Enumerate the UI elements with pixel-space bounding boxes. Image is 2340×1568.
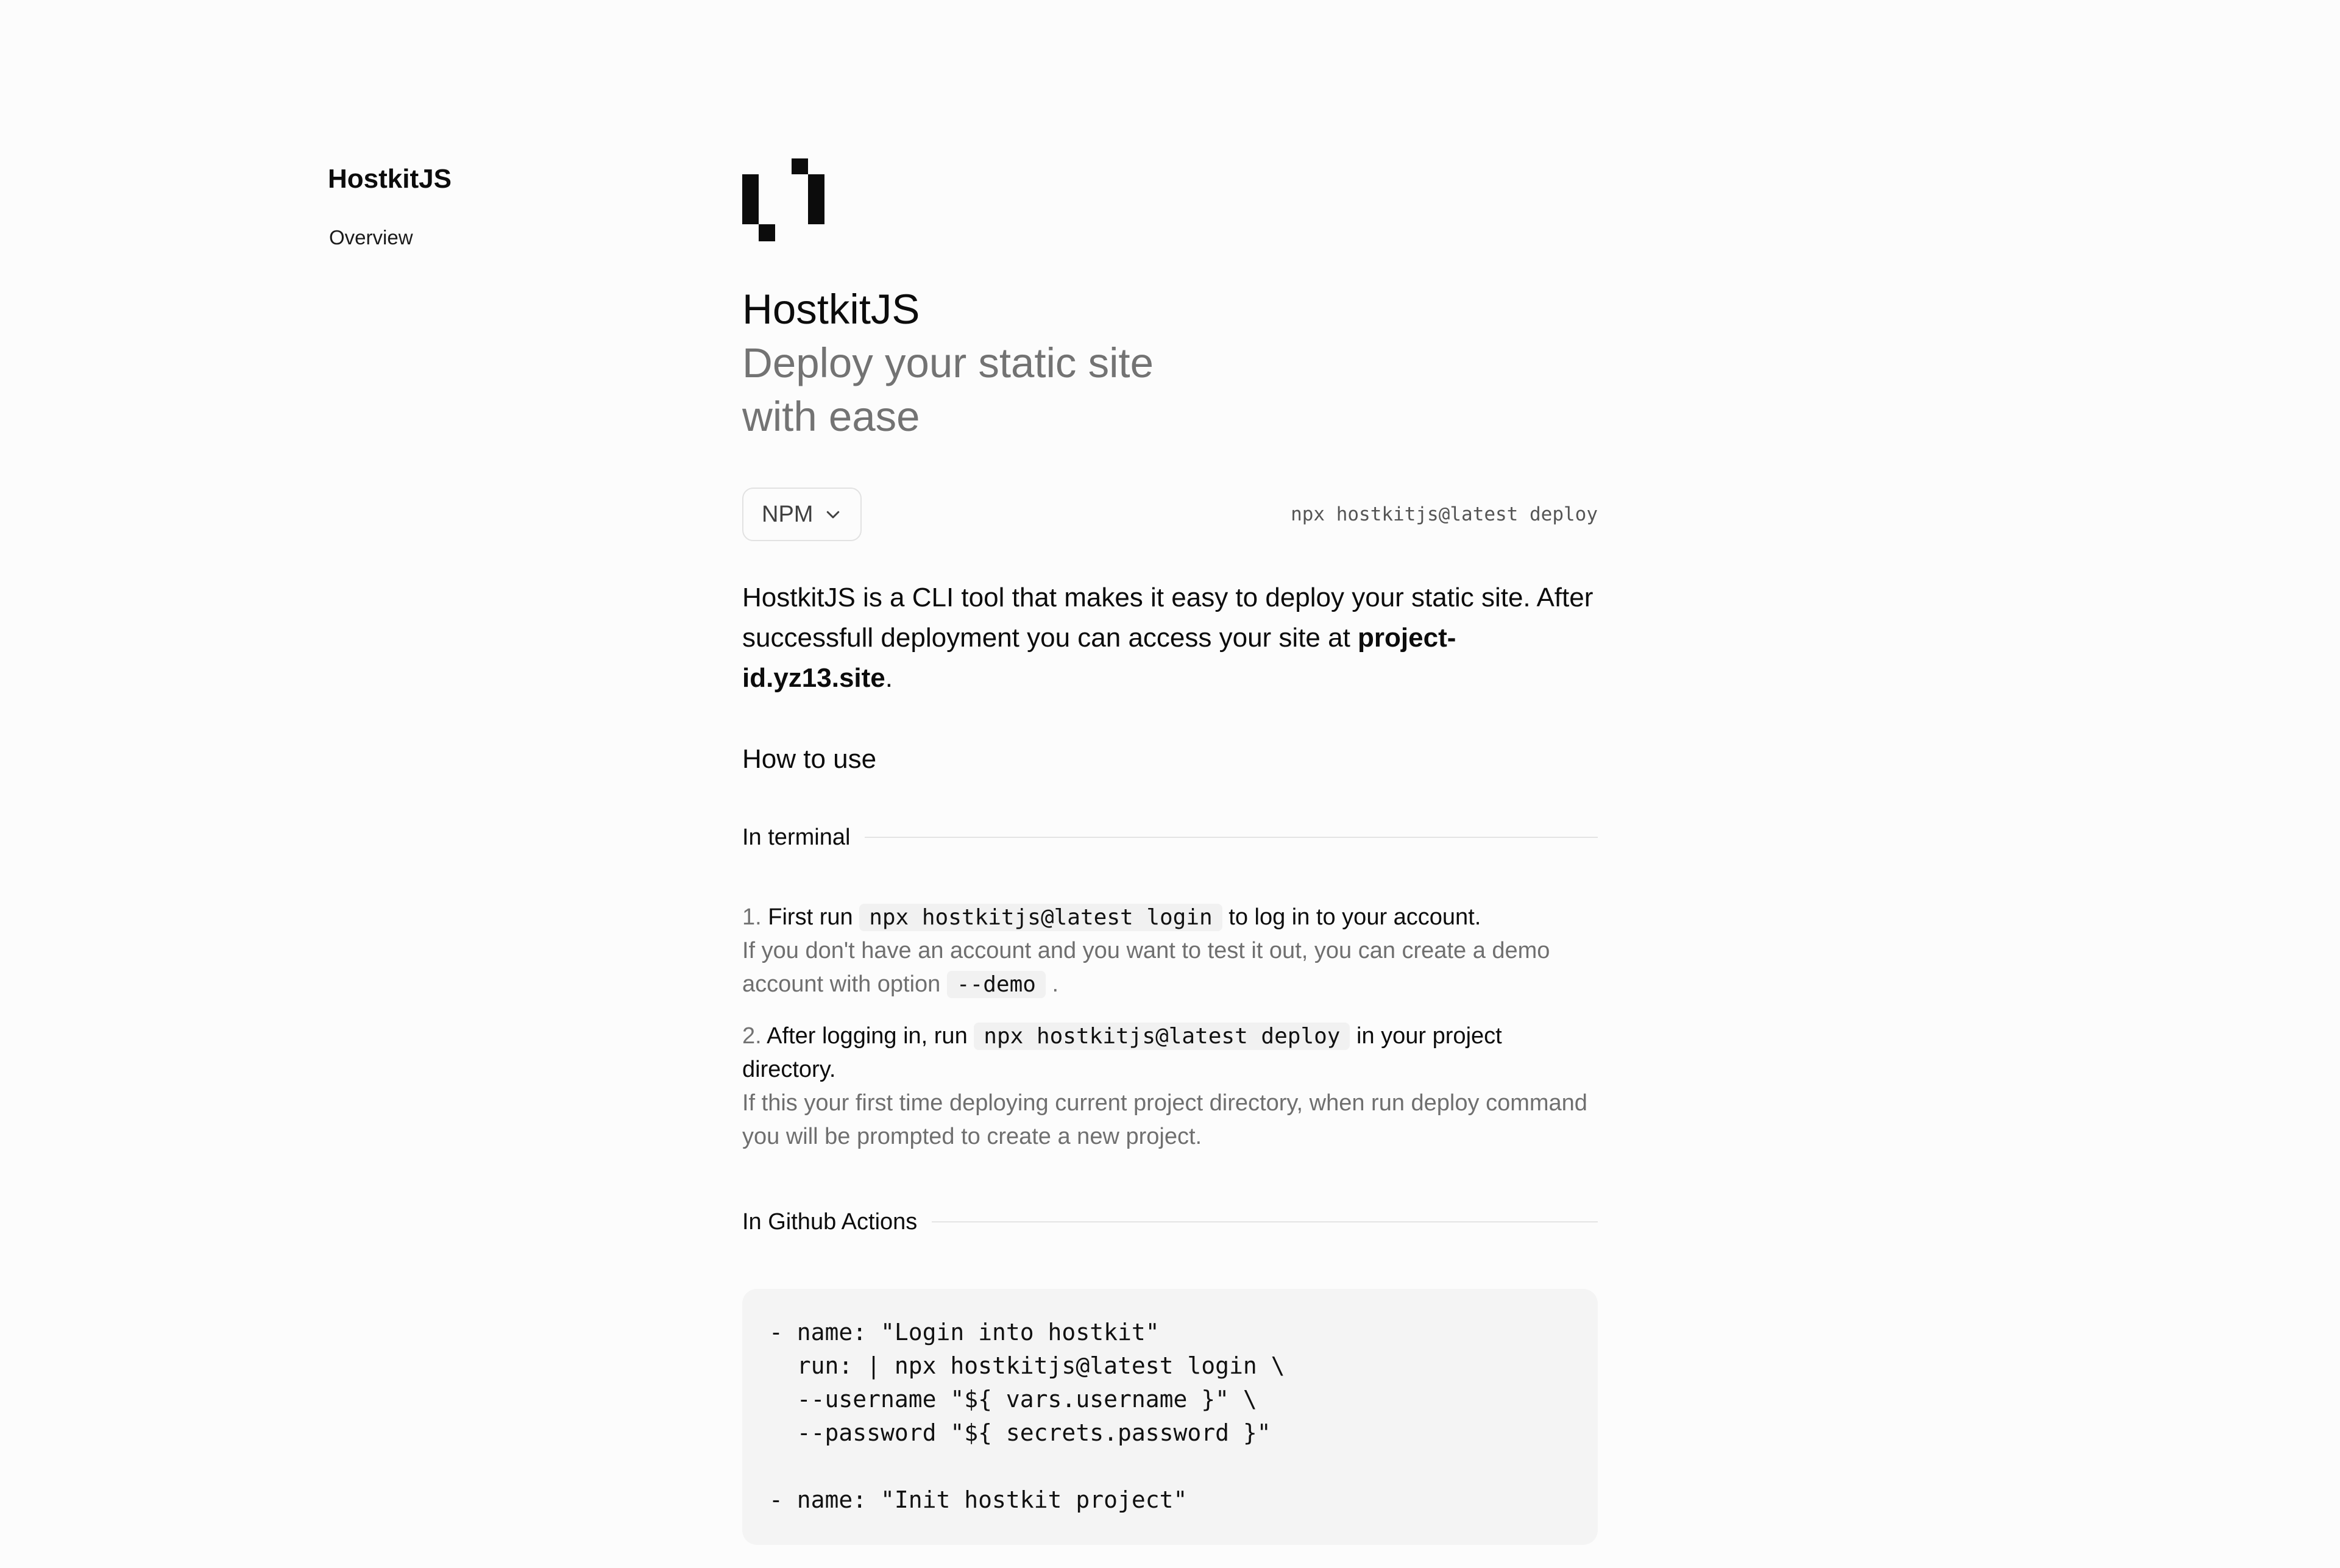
page-title: HostkitJS (742, 286, 920, 333)
terminal-section-heading (742, 820, 1598, 854)
how-to-use-heading: How to use (742, 744, 877, 774)
step-text-after: in your project directory. (742, 1023, 1502, 1082)
main-content (742, 158, 1598, 1568)
intro-text-end: . (885, 663, 893, 693)
hostkit-logo-icon (742, 158, 824, 241)
step-note-text: If you don't have an account and you want to test it out, you can create a demo account with option (742, 938, 1550, 997)
step-text (742, 1020, 1598, 1087)
step-item (742, 1020, 1598, 1154)
github-actions-section-heading (742, 1205, 1598, 1239)
github-actions-code-block[interactable]: - name: "Login into hostkit" run: | npx hostkitjs@latest login \ --username "${ vars.username }" \ --password "${ secrets.password }" - name: "Init hostkit project" (742, 1289, 1598, 1545)
step-note: If this your first time deploying current project directory, when run deploy command you will be prompted to create a new project. (742, 1090, 1587, 1149)
step-text-before: First run (768, 904, 853, 930)
demo-option-code[interactable]: --demo (947, 971, 1046, 998)
chevron-down-icon (824, 505, 842, 523)
deploy-command[interactable]: npx hostkitjs@latest deploy (974, 1023, 1350, 1050)
terminal-steps (742, 901, 1598, 1154)
step-item (742, 901, 1598, 1001)
install-command[interactable]: npx hostkitjs@latest deploy (1291, 503, 1598, 525)
step-text-after: to log in to your account. (1228, 904, 1481, 930)
package-manager-label: NPM (762, 501, 814, 527)
step-number: 1. (742, 904, 762, 930)
section-divider (932, 1221, 1598, 1222)
sidebar-nav (328, 223, 633, 252)
section-divider (865, 837, 1598, 838)
login-command[interactable]: npx hostkitjs@latest login (859, 904, 1222, 931)
install-row (742, 488, 1598, 541)
site-domain: project-id.yz13.site (742, 623, 1456, 693)
step-text (742, 901, 1598, 934)
sidebar-item-overview[interactable]: Overview (329, 226, 413, 249)
step-text-before: After logging in, run (767, 1023, 968, 1049)
step-note (742, 934, 1598, 1001)
package-manager-select[interactable] (742, 488, 862, 541)
terminal-section-title: In terminal (742, 825, 851, 850)
intro-paragraph (742, 578, 1598, 698)
sidebar-title: HostkitJS (328, 164, 452, 194)
step-note-end: . (1052, 971, 1059, 997)
step-number: 2. (742, 1023, 762, 1049)
intro-text: HostkitJS is a CLI tool that makes it easy to deploy your static site. After successfull deployment you can access your site at (742, 583, 1594, 653)
sidebar (328, 160, 633, 252)
page-subtitle: Deploy your static site with ease (742, 339, 1154, 440)
github-actions-section-title: In Github Actions (742, 1209, 918, 1235)
